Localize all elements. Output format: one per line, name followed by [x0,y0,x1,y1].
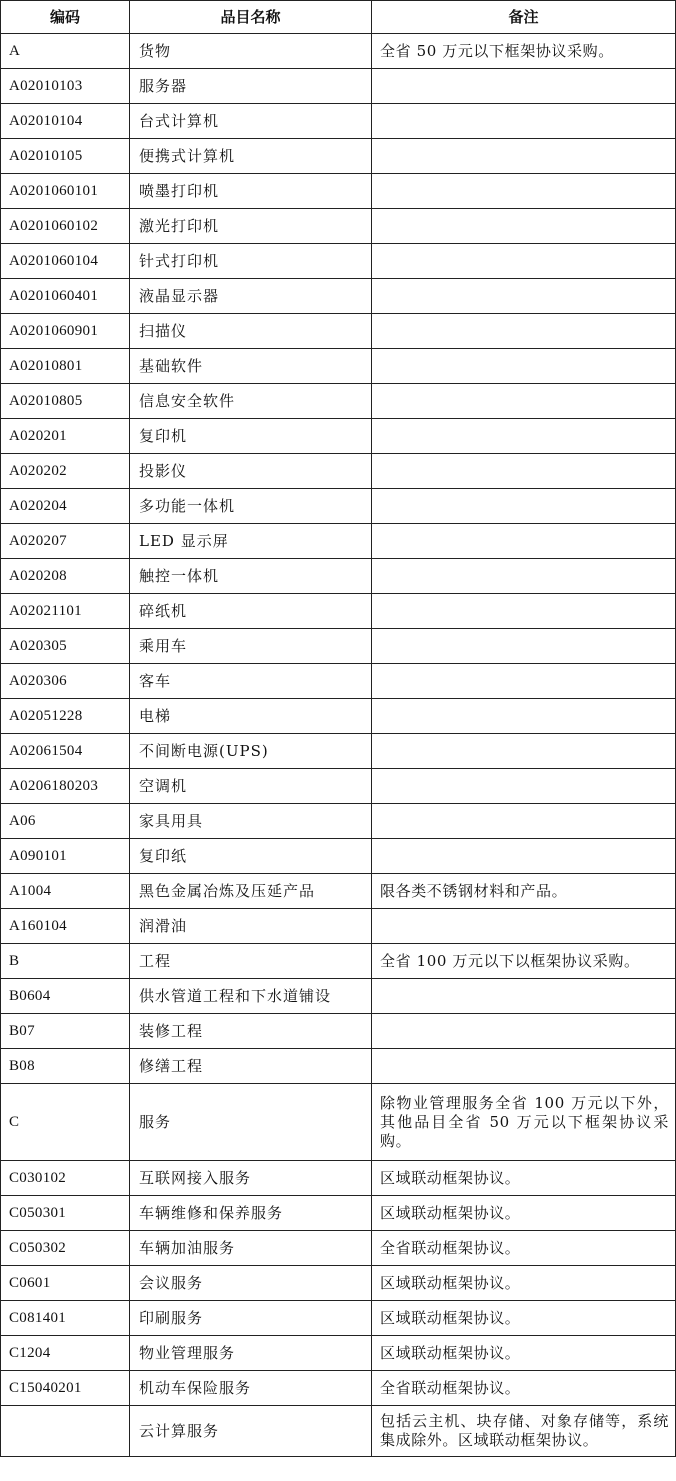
table-header-row [1,1,676,34]
cell-name: 会议服务 [130,1266,372,1301]
cell-note [372,839,676,874]
cell-code: A020201 [1,419,130,454]
cell-name: 乘用车 [130,629,372,664]
cell-note [372,419,676,454]
cell-code: A020208 [1,559,130,594]
cell-code: A0201060101 [1,174,130,209]
cell-note: 区域联动框架协议。 [372,1266,676,1301]
cell-note [372,594,676,629]
cell-code: C0601 [1,1266,130,1301]
cell-name: 便携式计算机 [130,139,372,174]
cell-note [372,349,676,384]
table-row [1,979,676,1014]
cell-name: 供水管道工程和下水道铺设 [130,979,372,1014]
cell-name: 互联网接入服务 [130,1161,372,1196]
table-row [1,1301,676,1336]
cell-code: A02061504 [1,734,130,769]
cell-code: A0201060102 [1,209,130,244]
table-row [1,104,676,139]
cell-note [372,664,676,699]
table-row [1,1406,676,1457]
cell-name: 车辆加油服务 [130,1231,372,1266]
cell-note [372,489,676,524]
cell-note [372,769,676,804]
cell-code: A160104 [1,909,130,944]
cell-code: A02010805 [1,384,130,419]
table-row [1,1231,676,1266]
table-row [1,629,676,664]
cell-name: 空调机 [130,769,372,804]
cell-note [372,1049,676,1084]
cell-name: 工程 [130,944,372,979]
cell-note: 区域联动框架协议。 [372,1301,676,1336]
cell-note [372,909,676,944]
cell-name: 激光打印机 [130,209,372,244]
cell-name: 多功能一体机 [130,489,372,524]
table-row [1,1371,676,1406]
cell-note: 全省 100 万元以下以框架协议采购。 [372,944,676,979]
cell-note: 全省 50 万元以下框架协议采购。 [372,34,676,69]
table-row [1,139,676,174]
cell-note [372,314,676,349]
cell-note: 区域联动框架协议。 [372,1196,676,1231]
table-row [1,209,676,244]
table-row [1,1049,676,1084]
cell-name: 信息安全软件 [130,384,372,419]
cell-name: 机动车保险服务 [130,1371,372,1406]
cell-name: 车辆维修和保养服务 [130,1196,372,1231]
cell-note [372,209,676,244]
table-row [1,664,676,699]
cell-code: C030102 [1,1161,130,1196]
cell-name: 扫描仪 [130,314,372,349]
cell-note [372,279,676,314]
cell-code: A0201060901 [1,314,130,349]
cell-code: A0201060104 [1,244,130,279]
table-row [1,1161,676,1196]
table-row [1,559,676,594]
cell-code: A02051228 [1,699,130,734]
cell-name: 台式计算机 [130,104,372,139]
cell-code: B08 [1,1049,130,1084]
cell-note [372,139,676,174]
cell-note [372,559,676,594]
cell-note [372,104,676,139]
cell-note: 全省联动框架协议。 [372,1231,676,1266]
cell-name: 修缮工程 [130,1049,372,1084]
table-row [1,839,676,874]
cell-note: 全省联动框架协议。 [372,1371,676,1406]
cell-name: LED 显示屏 [130,524,372,559]
cell-code: A02010103 [1,69,130,104]
cell-name: 印刷服务 [130,1301,372,1336]
header-note: 备注 [372,1,676,34]
cell-name: 基础软件 [130,349,372,384]
table-row [1,384,676,419]
cell-name: 碎纸机 [130,594,372,629]
table-row [1,1014,676,1049]
table-row [1,1196,676,1231]
table-row [1,174,676,209]
cell-name: 电梯 [130,699,372,734]
table-row [1,734,676,769]
cell-code: A02010801 [1,349,130,384]
table-row [1,874,676,909]
table-row [1,34,676,69]
table-row [1,944,676,979]
cell-name: 云计算服务 [130,1406,372,1457]
cell-note [372,69,676,104]
cell-note [372,454,676,489]
cell-name: 家具用具 [130,804,372,839]
table-row [1,1336,676,1371]
cell-note [372,384,676,419]
cell-name: 液晶显示器 [130,279,372,314]
cell-name: 货物 [130,34,372,69]
table-row [1,314,676,349]
header-code: 编码 [1,1,130,34]
cell-note [372,804,676,839]
table-row [1,69,676,104]
cell-note [372,699,676,734]
header-name: 品目名称 [130,1,372,34]
cell-code: A090101 [1,839,130,874]
cell-code: C081401 [1,1301,130,1336]
cell-note [372,629,676,664]
cell-code: A020202 [1,454,130,489]
table-row [1,454,676,489]
cell-code: B07 [1,1014,130,1049]
table-row [1,909,676,944]
cell-name: 触控一体机 [130,559,372,594]
cell-code: A020204 [1,489,130,524]
cell-code [1,1406,130,1457]
cell-name: 复印纸 [130,839,372,874]
cell-code: A020305 [1,629,130,664]
table-row [1,279,676,314]
cell-code: A1004 [1,874,130,909]
cell-name: 客车 [130,664,372,699]
cell-code: A02010104 [1,104,130,139]
cell-name: 服务 [130,1084,372,1161]
table-row [1,769,676,804]
cell-code: C [1,1084,130,1161]
cell-code: A0206180203 [1,769,130,804]
cell-name: 服务器 [130,69,372,104]
cell-code: C1204 [1,1336,130,1371]
table-row [1,804,676,839]
cell-code: A020207 [1,524,130,559]
cell-note [372,524,676,559]
table-row [1,1266,676,1301]
table-row [1,594,676,629]
cell-name: 针式打印机 [130,244,372,279]
table-row [1,1084,676,1161]
cell-note [372,174,676,209]
cell-code: A0201060401 [1,279,130,314]
cell-note: 除物业管理服务全省 100 万元以下外，其他品目全省 50 万元以下框架协议采购。 [372,1084,676,1161]
cell-name: 黑色金属冶炼及压延产品 [130,874,372,909]
cell-name: 装修工程 [130,1014,372,1049]
cell-code: C050302 [1,1231,130,1266]
cell-code: A06 [1,804,130,839]
cell-code: A [1,34,130,69]
table-row [1,524,676,559]
cell-note [372,734,676,769]
cell-note: 区域联动框架协议。 [372,1336,676,1371]
table-row [1,419,676,454]
cell-note: 限各类不锈钢材料和产品。 [372,874,676,909]
cell-code: B0604 [1,979,130,1014]
cell-name: 物业管理服务 [130,1336,372,1371]
cell-code: A02010105 [1,139,130,174]
cell-name: 复印机 [130,419,372,454]
table-row [1,699,676,734]
table-row [1,349,676,384]
cell-name: 投影仪 [130,454,372,489]
cell-name: 不间断电源(UPS) [130,734,372,769]
cell-note [372,1014,676,1049]
cell-code: C050301 [1,1196,130,1231]
table-row [1,489,676,524]
cell-note: 包括云主机、块存储、对象存储等，系统集成除外。区域联动框架协议。 [372,1406,676,1457]
cell-code: B [1,944,130,979]
cell-note [372,244,676,279]
cell-code: A020306 [1,664,130,699]
cell-note: 区域联动框架协议。 [372,1161,676,1196]
cell-code: A02021101 [1,594,130,629]
cell-name: 喷墨打印机 [130,174,372,209]
cell-code: C15040201 [1,1371,130,1406]
table-row [1,244,676,279]
cell-note [372,979,676,1014]
cell-name: 润滑油 [130,909,372,944]
